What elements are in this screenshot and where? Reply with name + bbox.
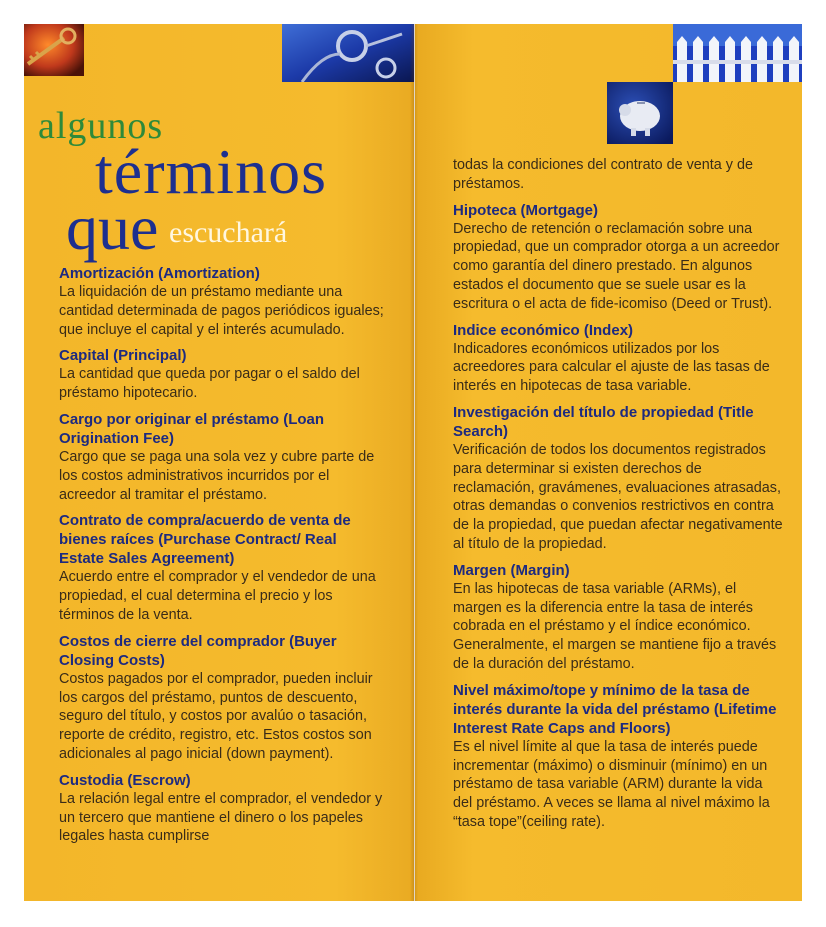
glossary-term: Custodia (Escrow)	[59, 771, 191, 789]
title-line-3: que	[66, 192, 159, 263]
glossary-term: Cargo por originar el préstamo (Loan Origination Fee)	[59, 410, 325, 447]
glossary-entry	[453, 321, 783, 396]
glossary-continuation: todas la condiciones del contrato de venta y de préstamos.	[453, 157, 754, 192]
left-glossary	[59, 264, 384, 853]
glossary-definition: Acuerdo entre el comprador y el vendedor de una propiedad, el cual determina el precio y los términos de la venta.	[59, 569, 376, 623]
page-fold	[410, 24, 418, 901]
title-line-4: escuchará	[169, 216, 288, 249]
glossary-term: Margen (Margin)	[453, 561, 570, 579]
glossary-entry	[453, 561, 783, 674]
glossary-entry	[59, 511, 384, 624]
glossary-term: Capital (Principal)	[59, 347, 187, 365]
glossary-entry	[59, 632, 384, 764]
glossary-term: Nivel máximo/tope y mínimo de la tasa de interés durante la vida del préstamo (Lifetime Interest Rate Caps and Floors)	[453, 681, 777, 737]
glossary-entry	[453, 403, 783, 554]
glossary-entry	[59, 771, 384, 846]
keys-photo	[24, 24, 84, 76]
glossary-term: Costos de cierre del comprador (Buyer Closing Costs)	[59, 632, 337, 669]
glossary-entry	[59, 346, 384, 403]
glossary-term: Hipoteca (Mortgage)	[453, 201, 599, 219]
glossary-definition: Es el nivel límite al que la tasa de interés puede incrementar (máximo) o disminuir (mínimo) en un préstamo de tasa variable (ARM) durante la vida del préstamo. A veces se llama al nivel máximo la “tasa tope”(ceiling rate).	[453, 738, 770, 830]
right-glossary	[453, 156, 783, 839]
glossary-definition: La liquidación de un préstamo mediante una cantidad determinada de pagos periódicos iguales; que incluye el capital y el interés acumulado.	[59, 284, 384, 338]
glossary-term: Investigación del título de propiedad (Title Search)	[453, 403, 754, 440]
title-line-2: términos	[95, 136, 327, 207]
title-line-1: algunos	[38, 105, 164, 147]
left-page	[24, 24, 414, 901]
handcuffs-photo	[282, 24, 414, 82]
glossary-entry	[453, 201, 783, 314]
piggy-bank-photo	[607, 82, 673, 144]
glossary-term: Contrato de compra/acuerdo de venta de bienes raíces (Purchase Contract/ Real Estate Sales Agreement)	[59, 512, 351, 568]
glossary-definition: Indicadores económicos utilizados por los acreedores para calcular el ajuste de las tasas de interés en hipotecas de tasa variable.	[453, 340, 770, 395]
glossary-definition: Costos pagados por el comprador, pueden incluir los cargos del préstamo, puntos de descuento, seguro del título, y costos por avalúo o tasación, reporte de crédito, registro, etc. Estos costos son adicionales al pago inicial (down payment).	[59, 670, 373, 762]
glossary-term: Amortización (Amortization)	[59, 265, 260, 282]
page-title	[38, 104, 408, 264]
glossary-definition: Derecho de retención o reclamación sobre una propiedad, que un comprador otorga a un acreedor como garantía del dinero prestado. En algunos estados el documento que se suele usar es la escritura o el acta de fide-icomiso (Deed or Trust).	[453, 220, 780, 312]
glossary-entry	[59, 410, 384, 504]
glossary-term: Indice económico (Index)	[453, 321, 634, 339]
glossary-definition: En las hipotecas de tasa variable (ARMs), el margen es la diferencia entre la tasa de interés cobrada en el préstamo y el índice económico. Generalmente, el margen se mantiene fijo a través de la duración del préstamo.	[453, 580, 777, 672]
glossary-definition: Verificación de todos los documentos registrados para determinar si existen derechos de reclamación, gravámenes, evaluaciones atrasadas, otras demandas o convenios restrictivos en contra de la propiedad, que puedan afectar negativamente al título de la propiedad.	[453, 441, 783, 552]
glossary-entry	[453, 681, 783, 832]
glossary-definition: Cargo que se paga una sola vez y cubre parte de los costos administrativos incurridos por el acreedor al tramitar el préstamo.	[59, 448, 375, 503]
glossary-entry	[59, 264, 384, 339]
glossary-definition: La cantidad que queda por pagar o el saldo del préstamo hipotecario.	[59, 366, 360, 402]
glossary-definition: La relación legal entre el comprador, el vendedor y un tercero que mantiene el dinero o los papeles legales hasta cumplirse	[59, 790, 383, 845]
right-page	[415, 24, 802, 901]
picket-fence-photo	[673, 24, 802, 82]
